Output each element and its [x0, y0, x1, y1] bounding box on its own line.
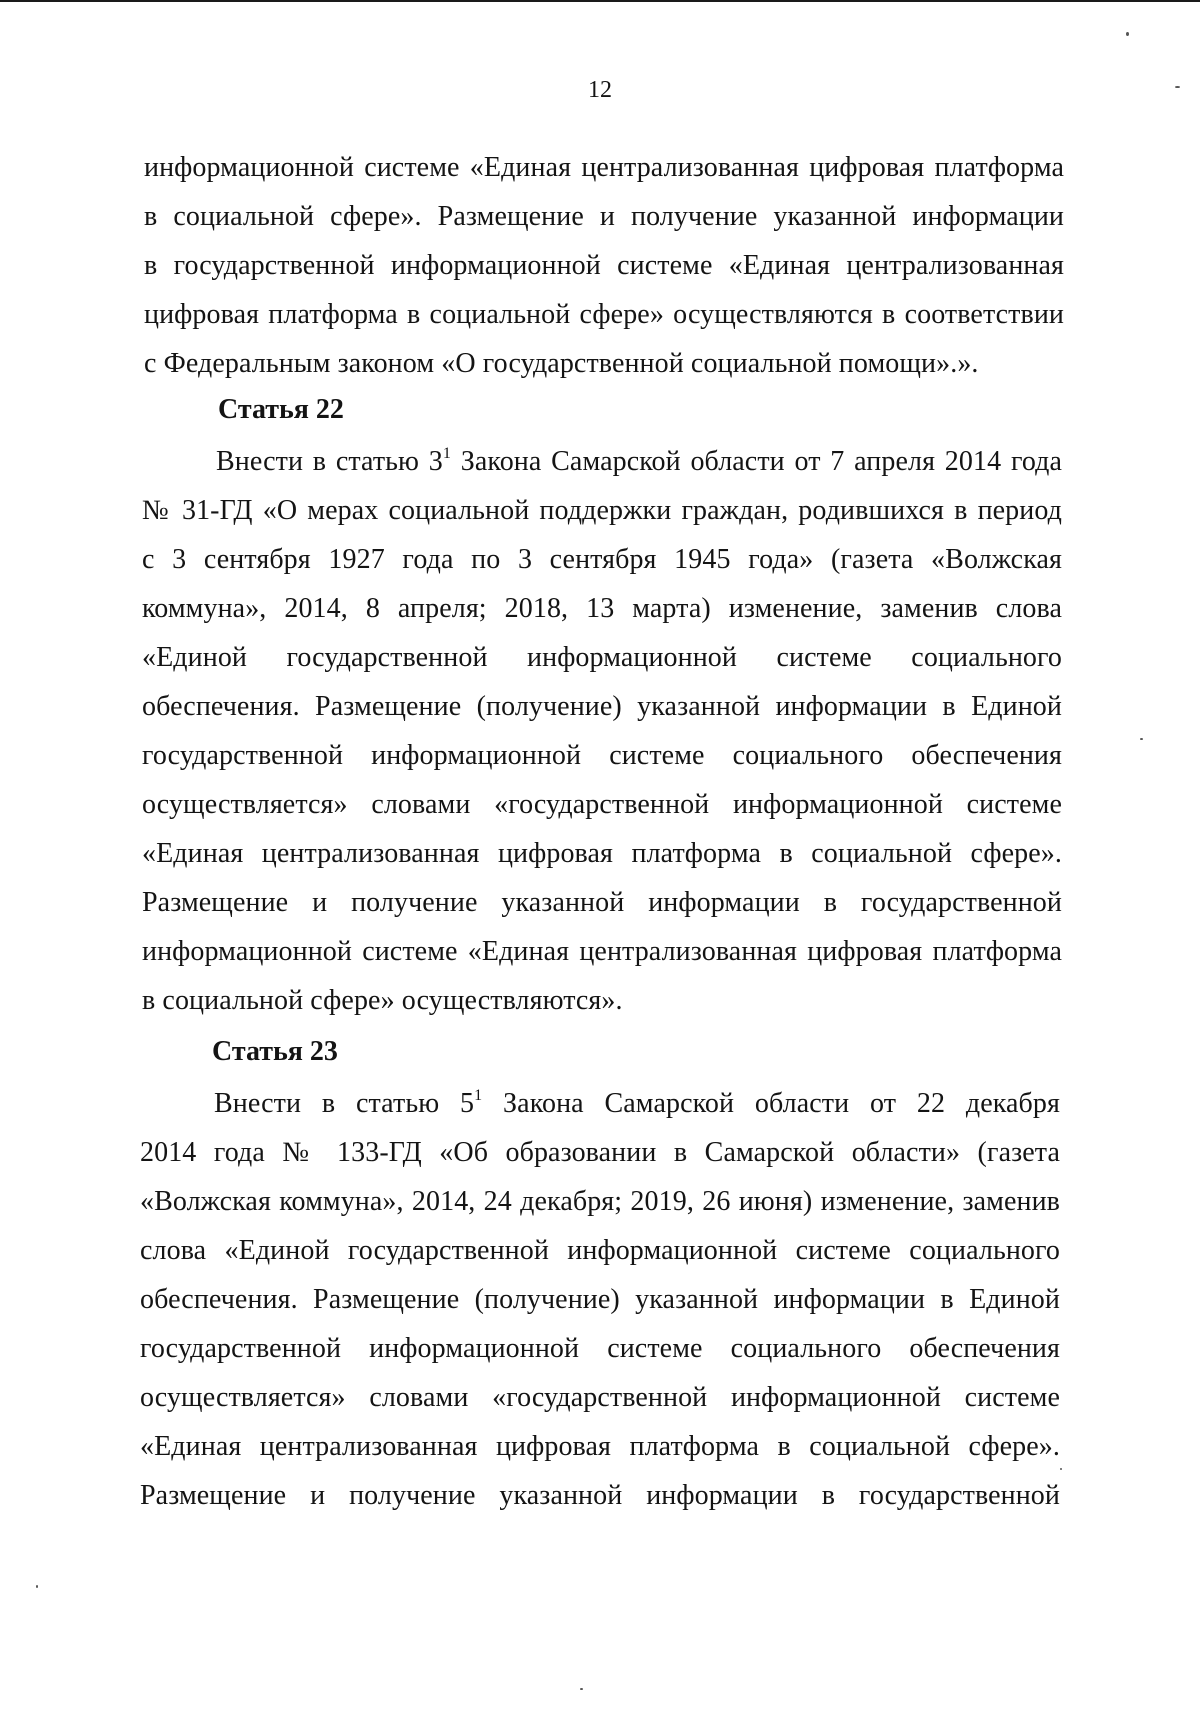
text-line: в государственной информационной системе «Единая централизованная — [144, 250, 1064, 281]
text-line: «Единая централизованная цифровая платформа в социальной сфере». — [142, 838, 1062, 869]
article-23-paragraph — [140, 1079, 1060, 1520]
top-border-line — [0, 0, 1200, 2]
text-line: обеспечения. Размещение (получение) указанной информации в Единой — [140, 1284, 1060, 1315]
paragraph-continuation — [144, 143, 1064, 388]
article-23-heading: Статья 23 — [212, 1036, 338, 1067]
text-line-first — [142, 437, 1062, 486]
article-22-paragraph — [142, 437, 1062, 1025]
text-line: государственной информационной системе социального обеспечения — [140, 1333, 1060, 1364]
text-fragment: Внести в статью 3 — [216, 446, 443, 477]
text-fragment: Закона Самарской области от 7 апреля 2014 года — [451, 446, 1062, 477]
scan-speck — [1175, 86, 1180, 88]
text-line-first — [140, 1079, 1060, 1128]
text-line: с Федеральным законом «О государственной социальной помощи».». — [144, 348, 979, 379]
superscript: 1 — [474, 1087, 483, 1104]
text-fragment: Закона Самарской области от 22 декабря — [482, 1088, 1060, 1119]
scan-speck — [1140, 738, 1143, 740]
page-number: 12 — [588, 77, 612, 103]
text-line: слова «Единой государственной информационной системе социального — [140, 1235, 1060, 1266]
superscript: 1 — [442, 445, 452, 462]
text-line: государственной информационной системе социального обеспечения — [142, 740, 1062, 771]
scan-speck — [580, 1688, 583, 1690]
text-line: цифровая платформа в социальной сфере» осуществляются в соответствии — [144, 299, 1064, 330]
text-line: Размещение и получение указанной информации в государственной — [142, 887, 1062, 918]
scan-speck — [36, 1585, 38, 1588]
text-line: осуществляется» словами «государственной информационной системе — [140, 1382, 1060, 1413]
text-line: коммуна», 2014, 8 апреля; 2018, 13 марта) изменение, заменив слова — [142, 593, 1062, 624]
text-line: 2014 года № 133-ГД «Об образовании в Самарской области» (газета — [140, 1137, 1060, 1168]
scan-speck — [1060, 1468, 1062, 1470]
scan-speck — [1126, 32, 1129, 36]
article-22-heading: Статья 22 — [218, 394, 344, 425]
text-line: информационной системе «Единая централизованная цифровая платформа — [144, 152, 1064, 183]
text-line: «Единой государственной информационной системе социального — [142, 642, 1062, 673]
text-line: информационной системе «Единая централизованная цифровая платформа — [142, 936, 1062, 967]
text-line: в социальной сфере» осуществляются». — [142, 985, 623, 1016]
text-line: № 31-ГД «О мерах социальной поддержки граждан, родившихся в период — [142, 495, 1062, 526]
text-line: «Волжская коммуна», 2014, 24 декабря; 2019, 26 июня) изменение, заменив — [140, 1186, 1060, 1217]
text-line: в социальной сфере». Размещение и получение указанной информации — [144, 201, 1064, 232]
text-fragment: Внести в статью 5 — [214, 1088, 475, 1119]
text-line: обеспечения. Размещение (получение) указанной информации в Единой — [142, 691, 1062, 722]
text-line: с 3 сентября 1927 года по 3 сентября 1945 года» (газета «Волжская — [142, 544, 1062, 575]
text-line: осуществляется» словами «государственной информационной системе — [142, 789, 1062, 820]
text-line: Размещение и получение указанной информации в государственной — [140, 1480, 1060, 1511]
text-line: «Единая централизованная цифровая платформа в социальной сфере». — [140, 1431, 1060, 1462]
